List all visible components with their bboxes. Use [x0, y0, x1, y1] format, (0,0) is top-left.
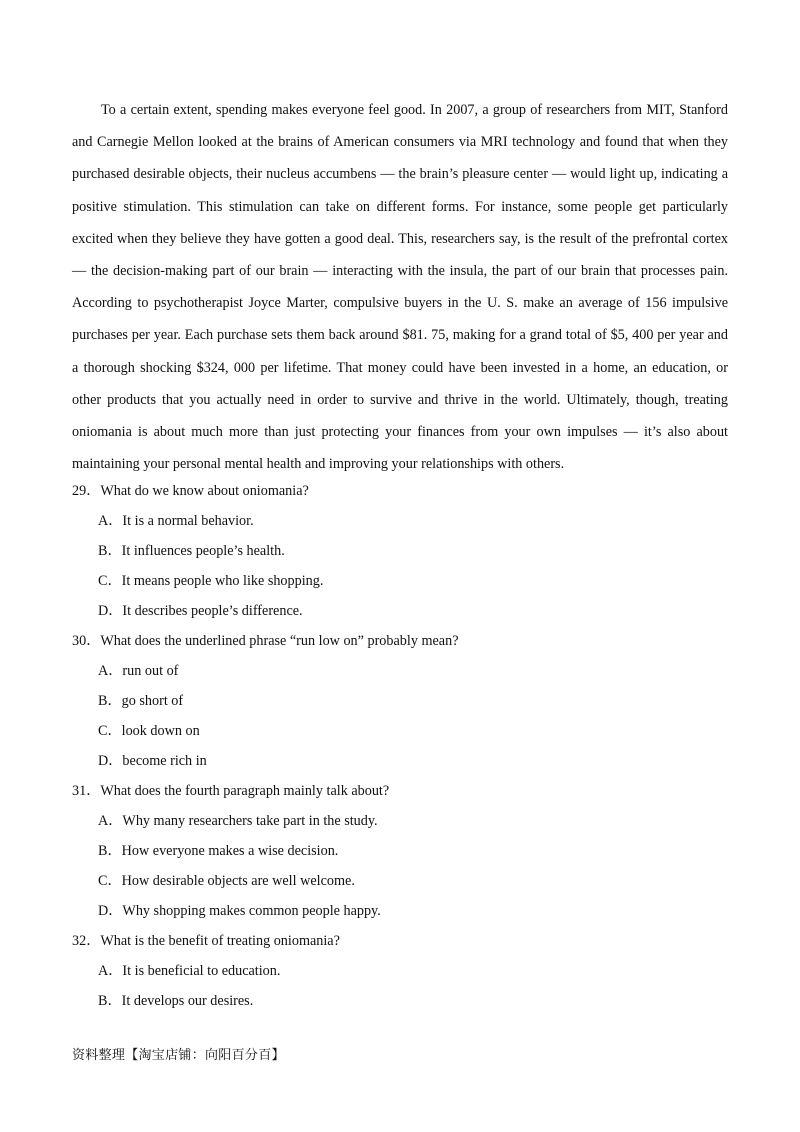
option-b: B．It develops our desires.	[98, 993, 254, 1009]
question-stem: 31．What does the fourth paragraph mainly talk about?	[72, 783, 390, 799]
option-a: A．It is beneficial to education.	[98, 963, 281, 979]
option-d: D．become rich in	[98, 753, 207, 769]
option-b: B．It influences people’s health.	[98, 543, 285, 559]
question-29	[72, 476, 728, 626]
option-b: B．go short of	[98, 693, 184, 709]
option-d: D．It describes people’s difference.	[98, 603, 303, 619]
question-30	[72, 626, 728, 776]
question-list	[72, 476, 728, 1016]
question-stem: 30．What does the underlined phrase “run low on” probably mean?	[72, 633, 459, 649]
question-31	[72, 776, 728, 926]
passage-paragraph: To a certain extent, spending makes everyone feel good. In 2007, a group of researchers from MIT, Stanford and Carnegie Mellon looked at the brains of American consumers via MRI technology and found that when they purchased desirable objects, their nucleus accumbens — the brain’s pleasure center — would light up, indicating a positive stimulation. This stimulation can take on different forms. For instance, some people get particularly excited when they believe they have gotten a good deal. This, researchers say, is the result of the prefrontal cortex — the decision-making part of our brain — interacting with the insula, the part of our brain that processes pain. According to psychotherapist Joyce Marter, compulsive buyers in the U. S. make an average of 156 impulsive purchases per year. Each purchase sets them back around $81. 75, making for a grand total of $5, 400 per year and a thorough shocking $324, 000 per lifetime. That money could have been invested in a home, an education, or other products that you actually need in order to survive and thrive in the world. Ultimately, though, treating oniomania is about much more than just protecting your finances from your own impulses — it’s also about maintaining your personal mental health and improving your relationships with others.	[72, 102, 728, 473]
page-footer: 资料整理【淘宝店铺：向阳百分百】	[72, 1048, 285, 1063]
option-a: A．run out of	[98, 663, 179, 679]
option-b: B．How everyone makes a wise decision.	[98, 843, 339, 859]
question-stem: 29．What do we know about oniomania?	[72, 483, 309, 499]
option-a: A．Why many researchers take part in the study.	[98, 813, 378, 829]
question-32	[72, 926, 728, 1016]
option-d: D．Why shopping makes common people happy.	[98, 903, 381, 919]
option-a: A．It is a normal behavior.	[98, 513, 254, 529]
option-c: C．How desirable objects are well welcome.	[98, 873, 355, 889]
question-stem: 32．What is the benefit of treating oniomania?	[72, 933, 340, 949]
option-c: C．It means people who like shopping.	[98, 573, 324, 589]
option-c: C．look down on	[98, 723, 200, 739]
